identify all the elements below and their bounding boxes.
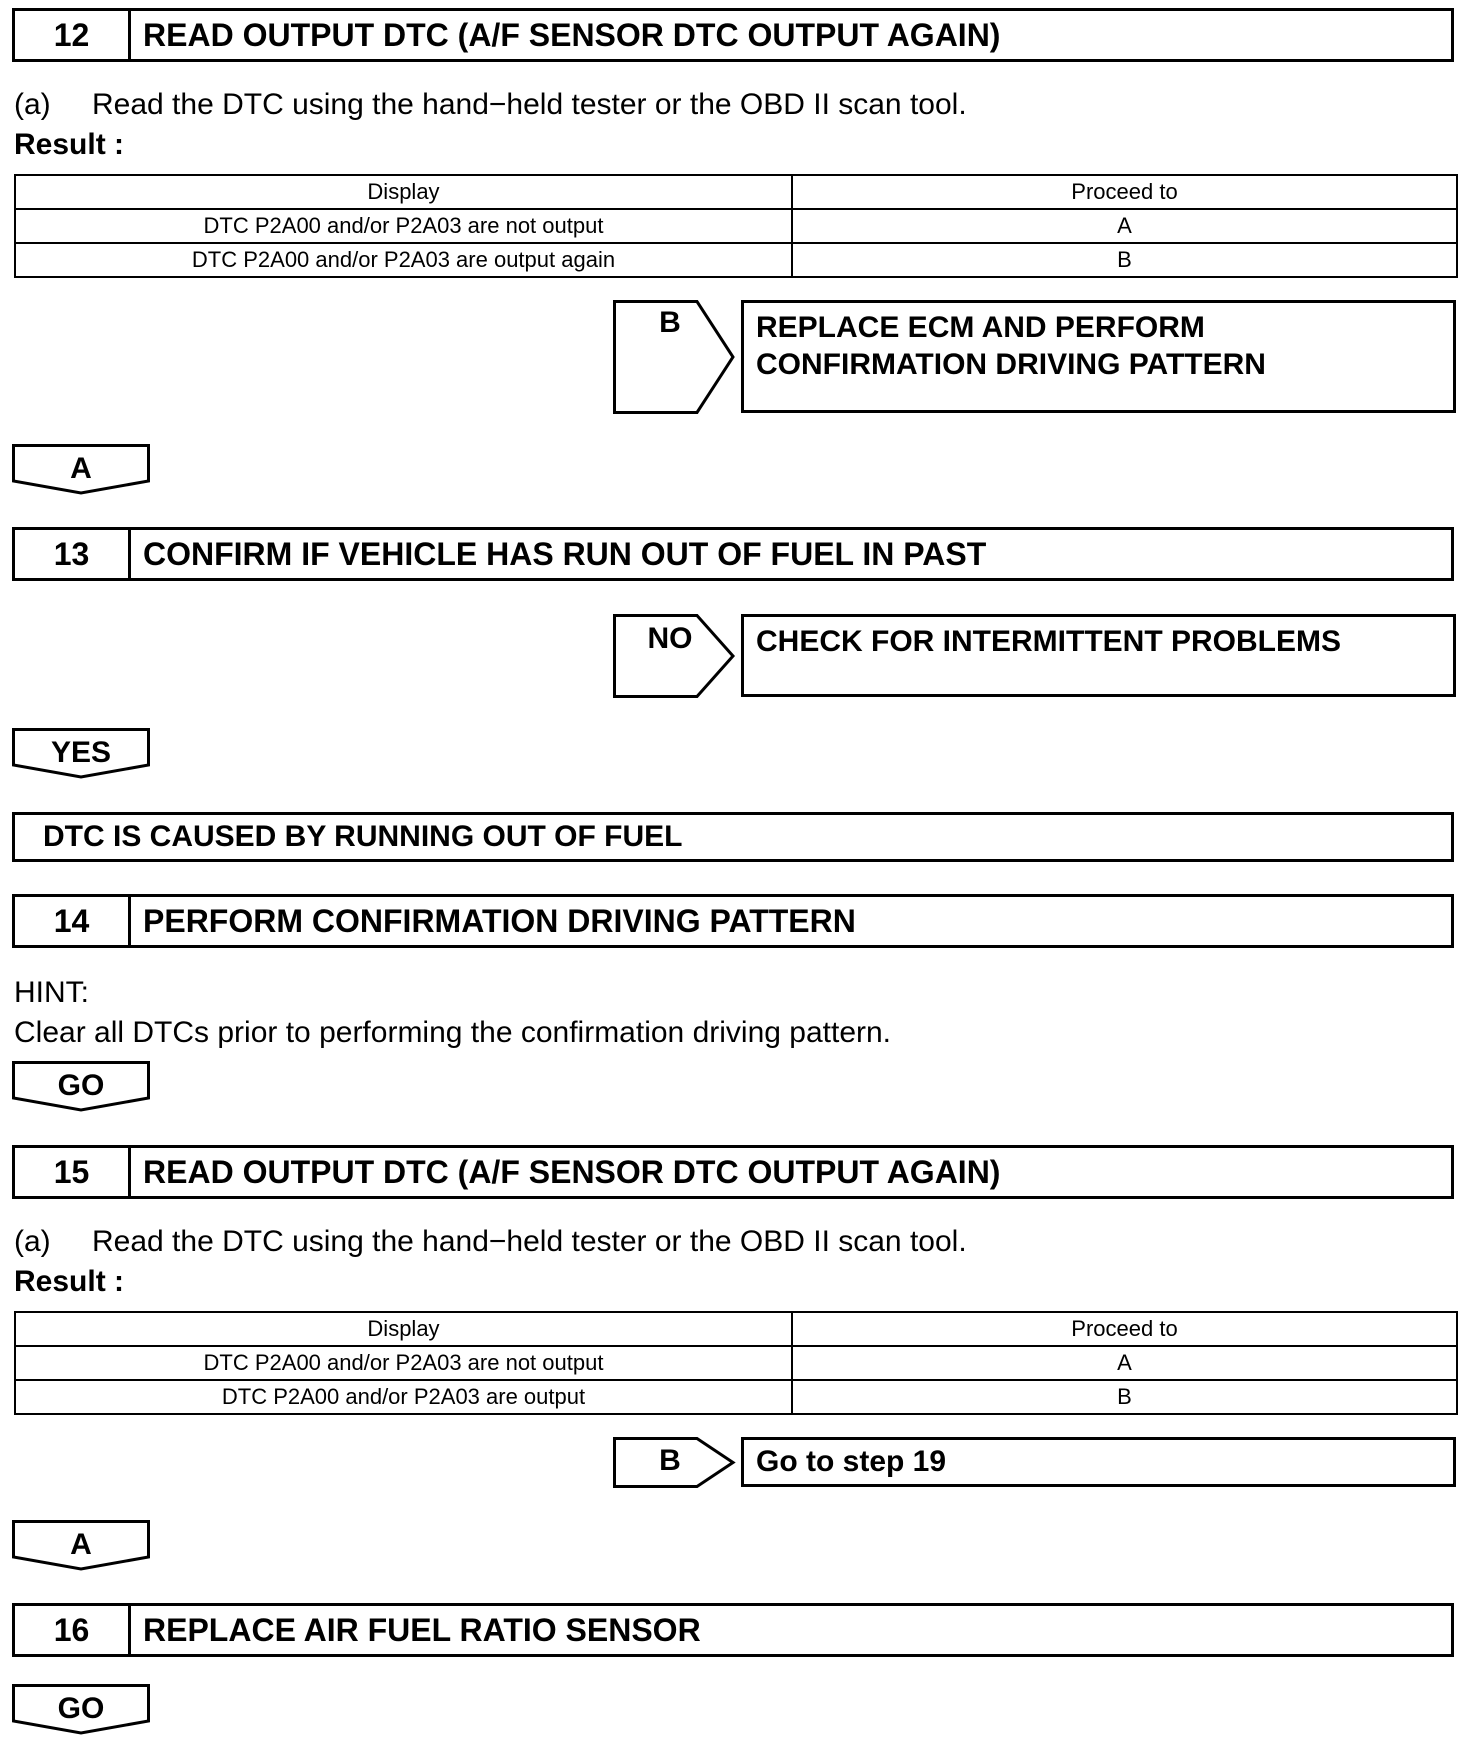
outcome-line: REPLACE ECM AND PERFORM [756, 311, 1205, 344]
table-cell: DTC P2A00 and/or P2A03 are output again [15, 243, 792, 277]
step-12-instruction [14, 88, 967, 122]
branch-label: NO [647, 622, 693, 655]
hint-text: Clear all DTCs prior to performing the confirmation driving pattern. [14, 1016, 892, 1049]
step-title: PERFORM CONFIRMATION DRIVING PATTERN [143, 902, 856, 939]
continue-label: GO [57, 1692, 105, 1725]
step-13-header [12, 527, 1454, 581]
step-14-header [12, 894, 1454, 948]
table-header-row [15, 1312, 1457, 1346]
conclusion-box: DTC IS CAUSED BY RUNNING OUT OF FUEL [12, 812, 1454, 862]
step-title: CONFIRM IF VEHICLE HAS RUN OUT OF FUEL IN PAST [143, 535, 987, 572]
result-label: Result : [14, 1265, 125, 1298]
table-header: Display [15, 175, 792, 209]
table-cell: DTC P2A00 and/or P2A03 are not output [15, 209, 792, 243]
table-cell: A [792, 1346, 1457, 1380]
table-header: Proceed to [792, 175, 1457, 209]
branch-outcome-box [741, 614, 1456, 697]
step-number: 13 [15, 530, 131, 578]
continue-label: A [70, 452, 92, 485]
branch-label: B [659, 306, 681, 339]
instruction-marker: (a) [14, 88, 51, 121]
continue-label: GO [57, 1069, 105, 1102]
step-12-result-table [14, 174, 1458, 278]
step-number: 14 [15, 897, 131, 945]
table-header-row [15, 175, 1457, 209]
step-number: 15 [15, 1148, 131, 1196]
table-cell: B [792, 1380, 1457, 1414]
outcome-line: CHECK FOR INTERMITTENT PROBLEMS [756, 625, 1341, 658]
table-cell: B [792, 243, 1457, 277]
step-15-instruction [14, 1225, 967, 1259]
table-row [15, 243, 1457, 277]
step-15-header [12, 1145, 1454, 1199]
step-16-header [12, 1603, 1454, 1657]
table-row [15, 209, 1457, 243]
step-title: READ OUTPUT DTC (A/F SENSOR DTC OUTPUT AGAIN) [143, 1153, 1001, 1190]
step-12-header [12, 8, 1454, 62]
instruction-text: Read the DTC using the hand−held tester or the OBD II scan tool. [92, 1225, 967, 1258]
continue-label: YES [50, 736, 112, 769]
table-header: Display [15, 1312, 792, 1346]
table-header: Proceed to [792, 1312, 1457, 1346]
instruction-marker: (a) [14, 1225, 51, 1258]
instruction-text: Read the DTC using the hand−held tester or the OBD II scan tool. [92, 88, 967, 121]
continue-label: A [70, 1528, 92, 1561]
table-row [15, 1346, 1457, 1380]
step-15-result-table [14, 1311, 1458, 1415]
branch-outcome-box [741, 1437, 1456, 1487]
step-title: READ OUTPUT DTC (A/F SENSOR DTC OUTPUT AGAIN) [143, 16, 1001, 53]
table-row [15, 1380, 1457, 1414]
outcome-line: CONFIRMATION DRIVING PATTERN [756, 348, 1266, 381]
step-number: 16 [15, 1606, 131, 1654]
step-title: REPLACE AIR FUEL RATIO SENSOR [143, 1611, 701, 1648]
hint-label: HINT: [14, 976, 89, 1009]
table-cell: DTC P2A00 and/or P2A03 are not output [15, 1346, 792, 1380]
table-cell: A [792, 209, 1457, 243]
result-label: Result : [14, 128, 125, 161]
outcome-line: Go to step 19 [756, 1445, 947, 1478]
step-number: 12 [15, 11, 131, 59]
table-cell: DTC P2A00 and/or P2A03 are output [15, 1380, 792, 1414]
branch-outcome-box [741, 300, 1456, 413]
branch-label: B [659, 1444, 681, 1477]
